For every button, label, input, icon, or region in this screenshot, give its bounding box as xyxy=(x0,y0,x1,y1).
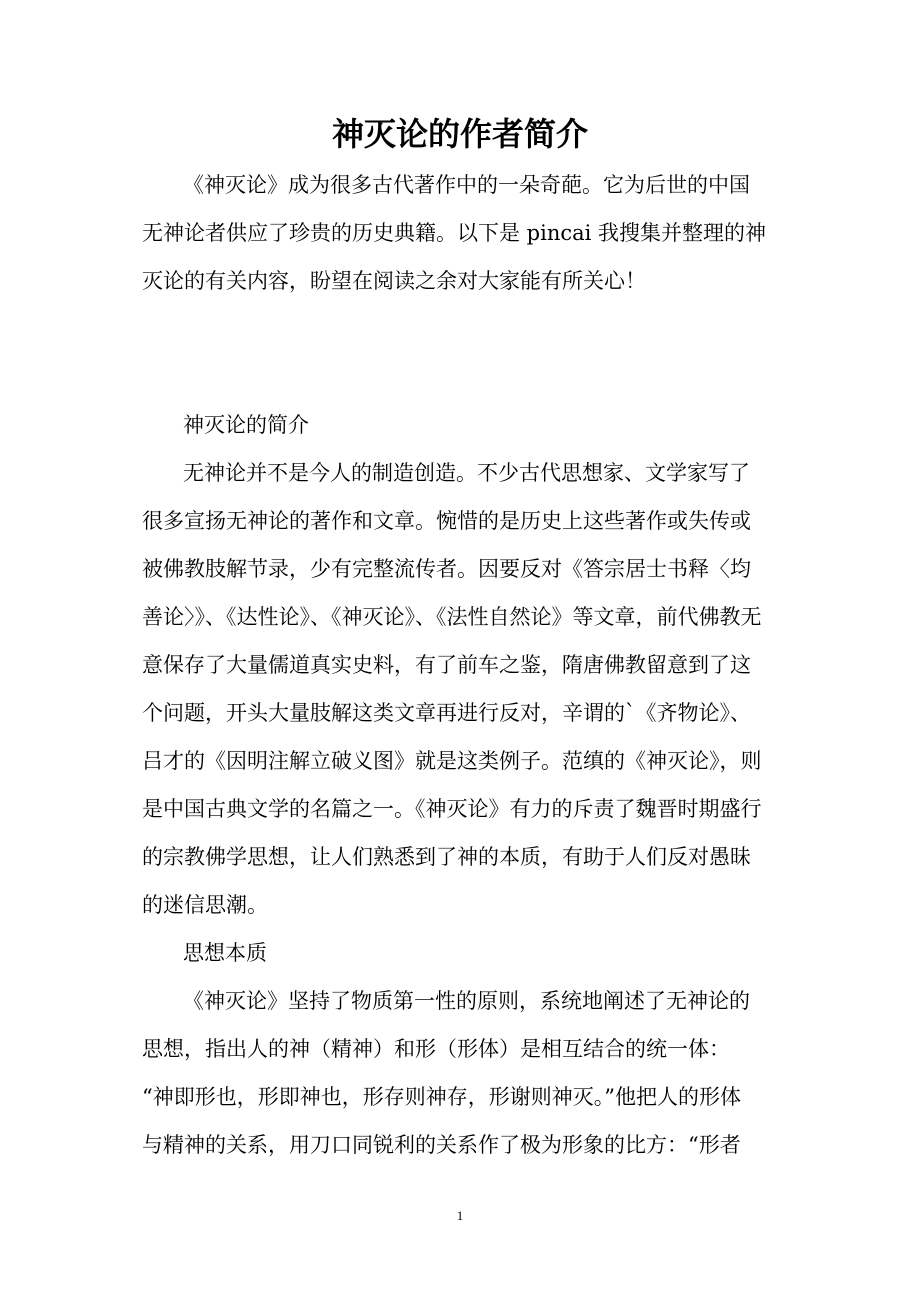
section1-line: 很多宣扬无神论的著作和文章。惋惜的是历史上这些著作或失传或 xyxy=(142,509,751,533)
section2-line: 《神灭论》坚持了物质第一性的原则，系统地阐述了无神论的 xyxy=(183,989,750,1013)
section1-line: 无神论并不是今人的制造创造。不少古代思想家、文学家写了 xyxy=(183,461,750,485)
intro-line: 《神灭论》成为很多古代著作中的一朵奇葩。它为后世的中国 xyxy=(183,173,750,197)
section1-line: 意保存了大量儒道真实史料，有了前车之鉴，隋唐佛教留意到了这 xyxy=(142,653,751,677)
section1-line: 的迷信思潮。 xyxy=(142,893,268,917)
section-heading-essence: 思想本质 xyxy=(183,941,267,965)
section1-line: 的宗教佛学思想，让人们熟悉到了神的本质，有助于人们反对愚昧 xyxy=(142,845,751,869)
section1-line: 是中国古典文学的名篇之一。《神灭论》有力的斥责了魏晋时期盛行 xyxy=(142,797,762,821)
section-heading-intro: 神灭论的简介 xyxy=(183,413,309,437)
section2-line: 思想，指出人的神（精神）和形（形体）是相互结合的统一体： xyxy=(142,1037,730,1061)
section2-line: 与精神的关系，用刀口同锐利的关系作了极为形象的比方：“形者 xyxy=(142,1133,741,1157)
section1-line: 吕才的《因明注解立破义图》就是这类例子。范缜的《神灭论》，则 xyxy=(142,749,762,773)
document-title: 神灭论的作者简介 xyxy=(331,115,588,153)
section2-line: “神即形也，形即神也，形存则神存，形谢则神灭。”他把人的形体 xyxy=(142,1085,741,1109)
intro-line: 无神论者供应了珍贵的历史典籍。以下是 pincai 我搜集并整理的神 xyxy=(142,221,767,245)
section1-line: 被佛教肢解节录，少有完整流传者。因要反对《答宗居士书释〈均 xyxy=(142,557,751,581)
intro-line: 灭论的有关内容，盼望在阅读之余对大家能有所关心！ xyxy=(142,269,646,293)
page-number: 1 xyxy=(456,1208,464,1223)
section1-line: 善论〉》、《达性论》、《神灭论》、《法性自然论》等文章，前代佛教无 xyxy=(142,605,762,629)
section1-line: 个问题，开头大量肢解这类文章再进行反对，辛谓的`《齐物论》、 xyxy=(142,701,751,725)
